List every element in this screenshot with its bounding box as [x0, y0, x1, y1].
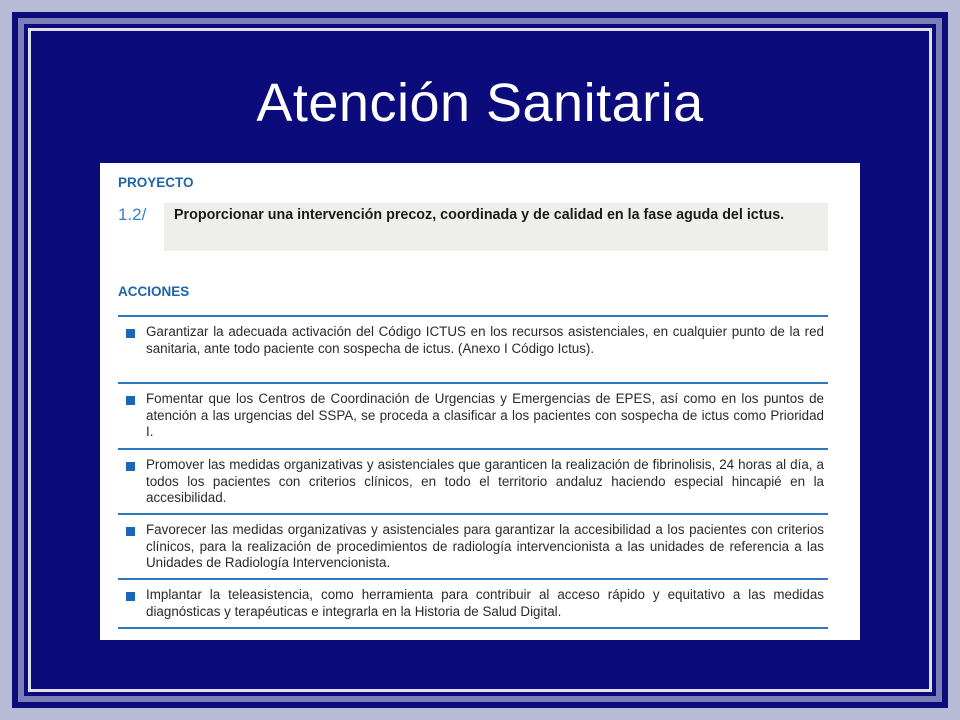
- action-text: Implantar la teleasistencia, como herramienta para contribuir al acceso rápido y equitativo a las medidas diagnósticas y terapéuticas e integrarla en la Historia de Salud Digital.: [146, 587, 824, 619]
- action-text: Favorecer las medidas organizativas y asistenciales para garantizar la accesibilidad a los pacientes con criterios clínicos, para la realización de procedimientos de radiología intervencionista a las unidades de referencia a las Unidades de Radiología Intervencionista.: [146, 522, 824, 570]
- slide-title: Atención Sanitaria: [256, 73, 704, 133]
- square-bullet-icon: [126, 462, 135, 471]
- action-text: Fomentar que los Centros de Coordinación de Urgencias y Emergencias de EPES, así como en los puntos de atención a las urgencias del SSPA, se proceda a clasificar a los pacientes con sospecha de ictus como Prioridad I.: [146, 391, 824, 439]
- action-item-1: [118, 317, 828, 384]
- action-item-2: [118, 384, 828, 450]
- action-text: Promover las medidas organizativas y asistenciales que garanticen la realización de fibrinolisis, 24 horas al día, a todos los pacientes con criterios clínicos, en todo el territorio andaluz haciendo especial hincapié en la accesibilidad.: [146, 457, 824, 505]
- actions-heading: ACCIONES: [118, 284, 190, 299]
- square-bullet-icon: [126, 396, 135, 405]
- action-item-5: [118, 580, 828, 629]
- project-text: Proporcionar una intervención precoz, coordinada y de calidad en la fase aguda del ictus.: [174, 207, 785, 223]
- action-item-3: [118, 450, 828, 515]
- square-bullet-icon: [126, 527, 135, 536]
- document-page: [100, 163, 860, 640]
- project-heading: PROYECTO: [118, 175, 194, 190]
- square-bullet-icon: [126, 592, 135, 601]
- square-bullet-icon: [126, 329, 135, 338]
- project-number: 1.2/: [118, 205, 147, 224]
- actions-list: [118, 315, 828, 629]
- action-item-4: [118, 515, 828, 580]
- action-text: Garantizar la adecuada activación del Código ICTUS en los recursos asistenciales, en cualquier punto de la red sanitaria, ante todo paciente con sospecha de ictus. (Anexo I Código Ictus).: [146, 324, 824, 356]
